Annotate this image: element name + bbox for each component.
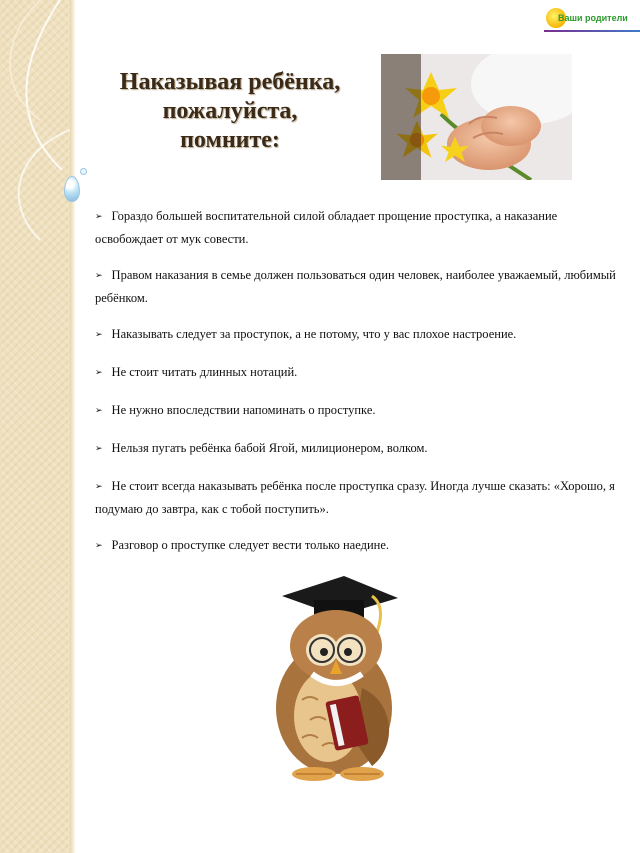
rule-item <box>95 476 625 520</box>
rule-item <box>95 265 625 309</box>
rule-text: Не стоит читать длинных нотаций. <box>111 365 298 379</box>
rule-item <box>95 438 625 461</box>
arrow-bullet-icon: ➢ <box>95 541 103 551</box>
rule-text: Правом наказания в семье должен пользоваться один человек, наиболее уважаемый, любимый ребёнком. <box>95 268 616 305</box>
owl-illustration <box>262 570 412 782</box>
rules-list <box>95 206 625 573</box>
rule-item <box>95 206 625 250</box>
title-line: пожалуйста, <box>162 98 298 124</box>
arrow-bullet-icon: ➢ <box>95 406 103 416</box>
rule-text: Гораздо большей воспитательной силой обладает прощение проступка, а наказание освобождает от мук совести. <box>95 209 558 246</box>
rule-item <box>95 324 625 347</box>
logo-text: Ваши родители <box>558 13 628 23</box>
rule-text: Не нужно впоследствии напоминать о проступке. <box>111 403 376 417</box>
rule-item <box>95 362 625 385</box>
decorative-curves <box>0 0 90 853</box>
rule-text: Разговор о проступке следует вести только наедине. <box>111 538 390 552</box>
rule-item <box>95 400 625 423</box>
arrow-bullet-icon: ➢ <box>95 271 103 281</box>
arrow-bullet-icon: ➢ <box>95 482 103 492</box>
bubble-icon <box>80 168 87 175</box>
rule-text: Нельзя пугать ребёнка бабой Ягой, милиционером, волком. <box>111 441 428 455</box>
logo-underline <box>544 30 640 32</box>
daffodil-hands-photo <box>381 54 572 180</box>
rule-text: Не стоит всегда наказывать ребёнка после проступка сразу. Иногда лучше сказать: «Хорошо, я подумаю до завтра, как с тобой поступить». <box>95 479 615 516</box>
arrow-bullet-icon: ➢ <box>95 212 103 222</box>
site-logo[interactable] <box>544 6 640 32</box>
title-line: помните: <box>180 127 280 153</box>
title-line: Наказывая ребёнка, <box>119 69 341 95</box>
rule-item <box>95 535 625 558</box>
rule-text: Наказывать следует за проступок, а не потому, что у вас плохое настроение. <box>111 327 517 341</box>
arrow-bullet-icon: ➢ <box>95 444 103 454</box>
water-drop-icon <box>64 176 80 202</box>
arrow-bullet-icon: ➢ <box>95 368 103 378</box>
arrow-bullet-icon: ➢ <box>95 330 103 340</box>
page-title <box>112 68 348 155</box>
